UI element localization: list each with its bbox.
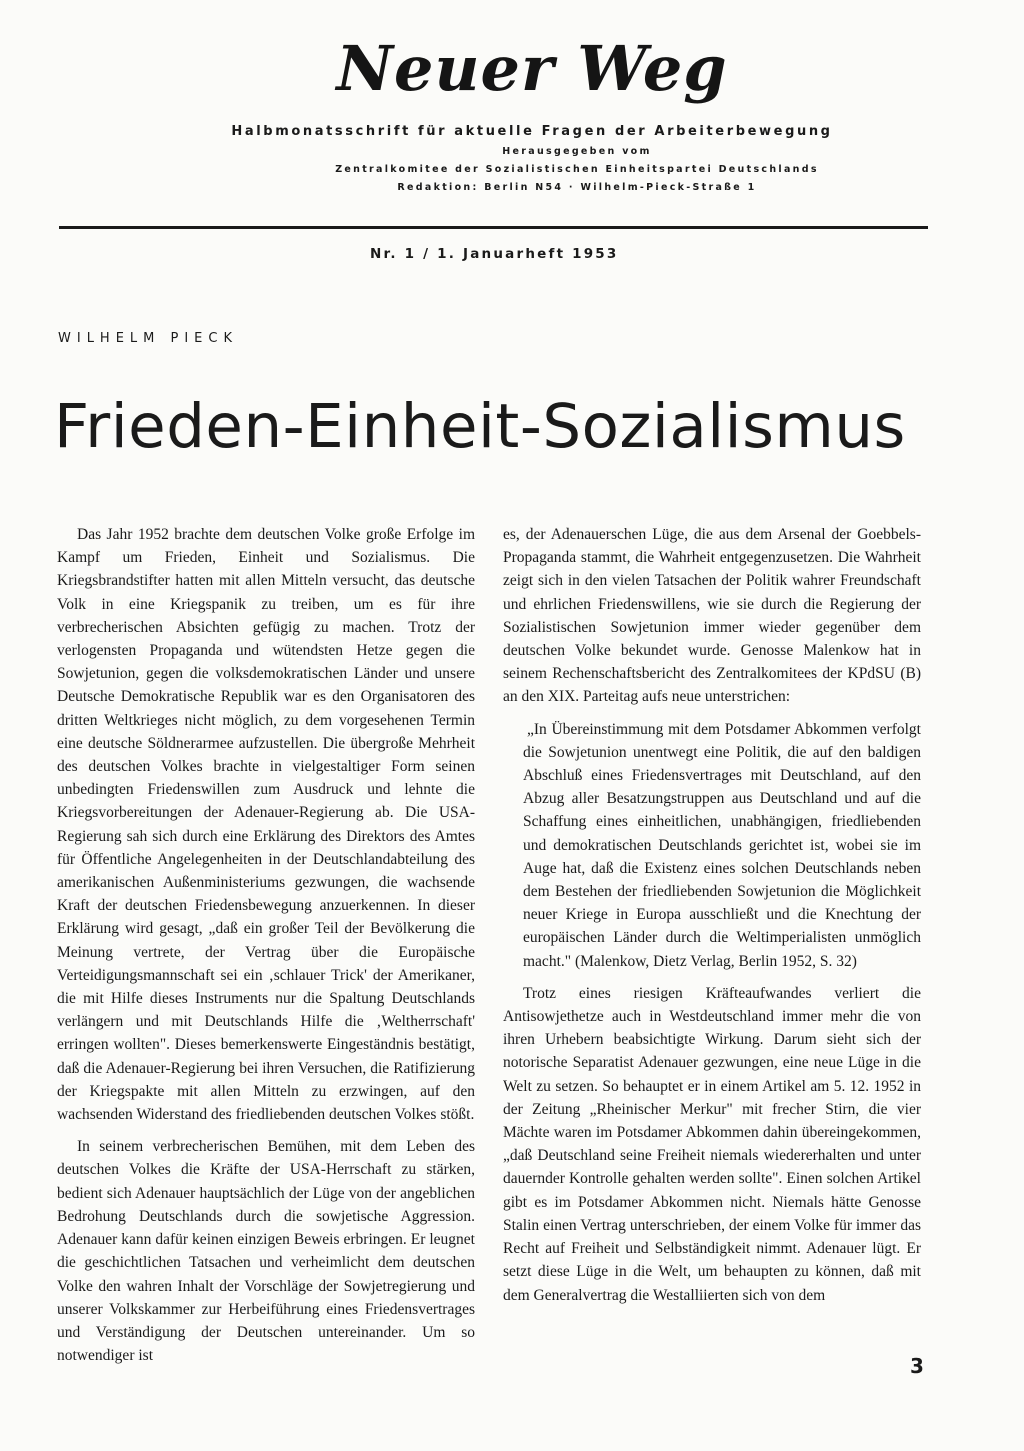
- page-number: 3: [910, 1354, 924, 1378]
- masthead: [0, 32, 1024, 193]
- editorial-address: Redaktion: Berlin N54 · Wilhelm-Pieck-Straße 1: [397, 182, 757, 193]
- publisher-line-2: Zentralkomitee der Sozialistischen Einheitspartei Deutschlands: [335, 164, 819, 175]
- left-column: [57, 523, 475, 1376]
- masthead-divider: [59, 226, 928, 229]
- paragraph-continuation: es, der Adenauerschen Lüge, die aus dem Arsenal der Goebbels-Propaganda stammt, die Wahrheit entgegenzusetzen. Die Wahrheit zeigt sich in den vielen Tatsachen der Politik wahrer Freundschaft und ehrlichen Friedenswillens, wie sie durch die Regierung der Sozialistischen Sowjetunion immer wieder gegenüber dem deutschen Volke bekundet wurde. Genosse Malenkow hat in seinem Rechenschaftsbericht des Zentralkomitees der KPdSU (B) an den XIX. Parteitag aufs neue unterstrichen:: [503, 526, 921, 706]
- paragraph: In seinem verbrecherischen Bemühen, mit dem Leben des deutschen Volkes die Kräfte der USA-Herrschaft zu stärken, bedient sich Adenauer hauptsächlich der Lüge von der angeblichen Bedrohung Deutschlands durch die sowjetische Aggression. Adenauer kann dafür keinen einzigen Beweis erbringen. Er leugnet die geschichtlichen Tatsachen und verheimlicht dem deutschen Volke den wahren Inhalt der Vorschläge der Sowjetregierung und unserer Volkskammer zur Herbeiführung eines Friedensvertrages und Verständigung der Deutschen untereinander. Um so notwendiger ist: [57, 1138, 475, 1365]
- publisher-line-1: Herausgegeben vom: [502, 146, 652, 157]
- paragraph: Trotz eines riesigen Kräfteaufwandes verliert die Antisowjethetze auch in Westdeutschland immer mehr die von ihren Urhebern beabsichtigte Wirkung. Darum sieht sich der notorische Separatist Adenauer gezwungen, eine neue Lüge in die Welt zu setzen. So behauptet er in einem Artikel am 5. 12. 1952 in der Zeitung „Rheinischer Merkur" mit frecher Stirn, die vier Mächte waren im Potsdamer Abkommen dahin übereingekommen, „daß Deutschland seine Freiheit niemals wiedererhalten und unter dauernder Kontrolle gehalten werden sollte". Einen solchen Artikel gibt es im Potsdamer Abkommen nicht. Niemals hätte Genosse Stalin einen Vertrag unterschrieben, der einem Volke für immer das Recht auf Freiheit und Selbständigkeit nimmt. Adenauer lügt. Er setzt diese Lüge in die Welt, um behaupten zu können, daß mit dem Generalvertrag die Westalliierten sich von dem: [503, 984, 921, 1304]
- issue-number: Nr. 1 / 1. Januarheft 1953: [370, 246, 619, 262]
- block-quote: „In Übereinstimmung mit dem Potsdamer Abkommen verfolgt die Sowjetunion unentwegt eine Politik, die auf den baldigen Abschluß eines Friedensvertrages mit Deutschland, auf den Abzug aller Besatzungstruppen aus Deutschland und auf die Schaffung eines einheitlichen, unabhängigen, friedliebenden und demokratischen Deutschlands gerichtet ist, wobei sie im Auge hat, daß die Existenz eines solchen Deutschlands neben dem Bestehen der friedliebenden Sowjetunion die Möglichkeit neuer Kriege in Europa ausschließt und die Knechtung der europäischen Länder durch die Weltimperialisten unmöglich macht." (Malenkow, Dietz Verlag, Berlin 1952, S. 32): [523, 720, 921, 970]
- journal-logo: Neuer Weg: [336, 32, 728, 105]
- article-author: WILHELM PIECK: [58, 331, 239, 346]
- journal-subtitle: Halbmonatsschrift für aktuelle Fragen der Arbeiterbewegung: [231, 124, 833, 139]
- right-column: [503, 523, 921, 1316]
- paragraph: Das Jahr 1952 brachte dem deutschen Volke große Erfolge im Kampf um Frieden, Einheit und Sozialismus. Die Kriegsbrandstifter hatten mit allen Mitteln versucht, das deutsche Volk in eine Kriegspanik zu treiben, um es für ihre verbrecherischen Absichten gefügig zu machen. Trotz der verlogensten Propaganda und wütendsten Hetze gegen die Sowjetunion, gegen die volksdemokratischen Länder und unsere Deutsche Demokratische Republik war es den Organisatoren des dritten Weltkrieges nicht möglich, zu dem vorgesehenen Termin eine deutsche Söldnerarmee aufzustellen. Die übergroße Mehrheit des deutschen Volkes brachte in vielgestaltiger Form seinen unbedingten Friedenswillen zum Ausdruck und lehnte die Kriegsvorbereitungen der Adenauer-Regierung ab. Die USA-Regierung sah sich durch eine Erklärung des Direktors des Amtes für Öffentliche Angelegenheiten in der Deutschlandabteilung des amerikanischen Außenministeriums gezwungen, die wachsende Kraft der deutschen Friedensbewegung anzuerkennen. In dieser Erklärung wird gesagt, „daß ein großer Teil der Bevölkerung die Meinung vertrete, der Vertrag über die Europäische Verteidigungsmannschaft sei ein ‚schlauer Trick' der Amerikaner, die mit Hilfe dieses Instruments nur die Spaltung Deutschlands verlängern und mit Deutschlands Hilfe die ‚Weltherrschaft' erringen wollten". Dieses bemerkenswerte Eingeständnis bestätigt, daß die Adenauer-Regierung bei ihren Versuchen, die Ratifizierung der Kriegspakte mit allen Mitteln zu erzwingen, auf den wachsenden Widerstand des friedliebenden deutschen Volkes stößt.: [57, 526, 475, 1124]
- article-title: Frieden-Einheit-Sozialismus: [54, 391, 906, 462]
